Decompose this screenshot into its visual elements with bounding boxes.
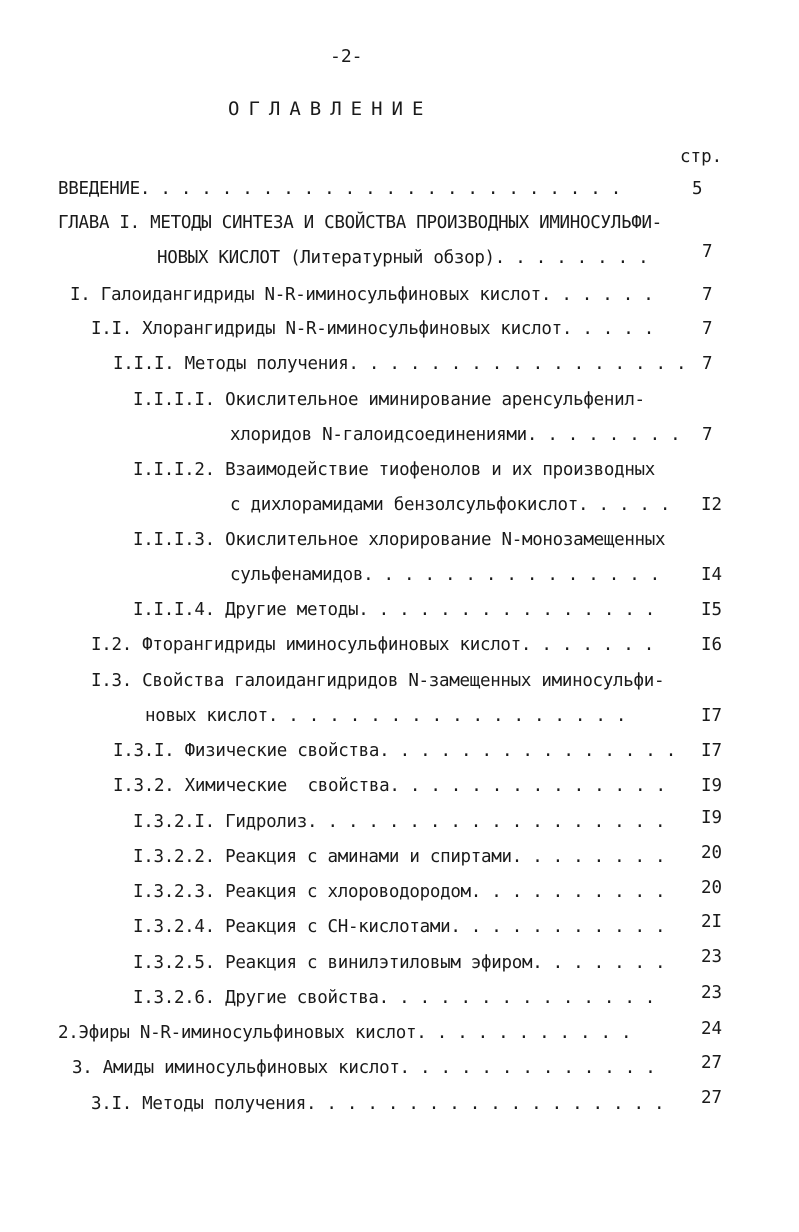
toc-entry-page: 7 bbox=[702, 354, 713, 374]
toc-entry bbox=[133, 843, 733, 870]
toc-entry-page: 27 bbox=[701, 1088, 723, 1108]
toc-entry bbox=[58, 178, 718, 202]
toc-entry bbox=[113, 775, 733, 799]
toc-entry-text: I.3.I. Физические свойства. . . . . . . . . . . . . . . bbox=[113, 741, 676, 761]
toc-entry-text: I.I.I.3. Окислительное хлорирование N-монозамещенных bbox=[133, 530, 666, 550]
toc-entry-page: 20 bbox=[701, 843, 723, 863]
toc-entry-page: 27 bbox=[701, 1053, 723, 1073]
toc-entry bbox=[113, 740, 733, 764]
toc-entry-text: I.3.2.I. Гидролиз. . . . . . . . . . . . . . . . . . bbox=[133, 812, 666, 832]
toc-entry bbox=[133, 878, 733, 905]
toc-entry-page: 2I bbox=[701, 912, 723, 932]
toc-entry-text: I.3.2.3. Реакция с хлороводородом. . . . . . . . . . bbox=[133, 882, 666, 902]
toc-entry-text: сульфенамидов. . . . . . . . . . . . . . . bbox=[230, 565, 660, 585]
toc-entry-text: ГЛАВА I. МЕТОДЫ СИНТЕЗА И СВОЙСТВА ПРОИЗВОДНЫХ ИМИНОСУЛЬФИ- bbox=[58, 213, 662, 233]
toc-entry-page: I4 bbox=[701, 565, 723, 585]
toc-entry-text: I.3.2.2. Реакция с аминами и спиртами. . . . . . . . bbox=[133, 847, 666, 867]
toc-entry-page: I9 bbox=[701, 808, 723, 828]
toc-entry bbox=[133, 389, 713, 413]
toc-entry-page: 5 bbox=[692, 179, 703, 199]
toc-entry-text: I.I.I.2. Взаимодействие тиофенолов и их производных bbox=[133, 460, 656, 480]
toc-entry-page: 7 bbox=[702, 319, 713, 339]
toc-entry bbox=[133, 912, 733, 940]
toc-entry-page: I7 bbox=[701, 706, 723, 726]
toc-entry-text: I.2. Фторангидриды иминосульфиновых кислот. . . . . . . bbox=[91, 635, 654, 655]
toc-entry-page: 23 bbox=[701, 983, 723, 1003]
toc-entry bbox=[230, 494, 730, 518]
toc-entry bbox=[145, 705, 725, 729]
toc-entry-text: I.3.2.5. Реакция с винилэтиловым эфиром. . . . . . . bbox=[133, 953, 666, 973]
toc-entry-page: 7 bbox=[702, 425, 713, 445]
page-column-label: стр. bbox=[680, 147, 723, 167]
toc-entry bbox=[58, 1019, 738, 1046]
toc-entry-text: хлоридов N-галоидсоединениями. . . . . . . . bbox=[230, 425, 681, 445]
page-title: ОГЛАВЛЕНИЕ bbox=[228, 98, 433, 120]
page-number: -2- bbox=[330, 46, 363, 67]
toc-entry bbox=[70, 284, 730, 308]
toc-entry-text: I.3.2.6. Другие свойства. . . . . . . . . . . . . . bbox=[133, 988, 656, 1008]
toc-entry-page: I7 bbox=[701, 741, 723, 761]
toc-entry-page: I2 bbox=[701, 495, 723, 515]
toc-entry-page: I5 bbox=[701, 600, 723, 620]
toc-entry-text: 3. Амиды иминосульфиновых кислот. . . . . . . . . . . . . bbox=[72, 1058, 656, 1078]
toc-entry-text: I.I.I. Методы получения. . . . . . . . . . . . . . . . . bbox=[113, 354, 687, 374]
toc-entry-text: I.I. Хлорангидриды N-R-иминосульфиновых кислот. . . . . bbox=[91, 319, 654, 339]
toc-entry bbox=[230, 564, 730, 588]
toc-entry bbox=[133, 808, 733, 835]
toc-entry bbox=[91, 670, 711, 694]
toc-entry-text: I.3.2.4. Реакция с CH-кислотами. . . . . . . . . . . bbox=[133, 917, 666, 937]
toc-entry-text: 3.I. Методы получения. . . . . . . . . . . . . . . . . . bbox=[91, 1094, 665, 1114]
toc-entry-text: с дихлорамидами бензолсульфокислот. . . . . bbox=[230, 495, 671, 515]
toc-entry bbox=[133, 599, 733, 623]
toc-entry-text: I.I.I.I. Окислительное иминирование аренсульфенил- bbox=[133, 390, 645, 410]
toc-entry bbox=[133, 947, 733, 976]
toc-entry bbox=[133, 983, 733, 1011]
toc-entry bbox=[133, 529, 713, 553]
toc-entry-text: ВВЕДЕНИЕ. . . . . . . . . . . . . . . . . . . . . . . . bbox=[58, 179, 621, 199]
toc-entry-page: 20 bbox=[701, 878, 723, 898]
toc-entry-page: 24 bbox=[701, 1019, 723, 1039]
toc-entry-text: I. Галоидангидриды N-R-иминосульфиновых кислот. . . . . . bbox=[70, 285, 654, 305]
toc-entry-text: I.3. Свойства галоидангидридов N-замещенных иминосульфи- bbox=[91, 671, 665, 691]
toc-entry bbox=[113, 353, 733, 377]
toc-entry-text: 2.Эфиры N-R-иминосульфиновых кислот. . . . . . . . . . . bbox=[58, 1023, 632, 1043]
toc-entry-page: 7 bbox=[702, 242, 713, 262]
toc-entry bbox=[133, 459, 713, 483]
toc-entry bbox=[91, 318, 731, 342]
toc-entry-page: I6 bbox=[701, 635, 723, 655]
toc-entry bbox=[91, 1088, 731, 1117]
toc-entry bbox=[72, 1053, 732, 1081]
toc-entry-text: НОВЫХ КИСЛОТ (Литературный обзор). . . . . . . . bbox=[157, 248, 649, 268]
toc-entry-text: I.I.I.4. Другие методы. . . . . . . . . . . . . . . bbox=[133, 600, 656, 620]
toc-entry bbox=[58, 212, 738, 236]
toc-entry-page: 7 bbox=[702, 285, 713, 305]
toc-entry-text: новых кислот. . . . . . . . . . . . . . . . . . bbox=[145, 706, 627, 726]
toc-entry bbox=[230, 424, 730, 448]
toc-entry bbox=[157, 242, 737, 271]
toc-entry bbox=[91, 634, 731, 658]
toc-entry-page: I9 bbox=[701, 776, 723, 796]
toc-entry-text: I.3.2. Химические свойства. . . . . . . . . . . . . . bbox=[113, 776, 666, 796]
toc-entry-page: 23 bbox=[701, 947, 723, 967]
